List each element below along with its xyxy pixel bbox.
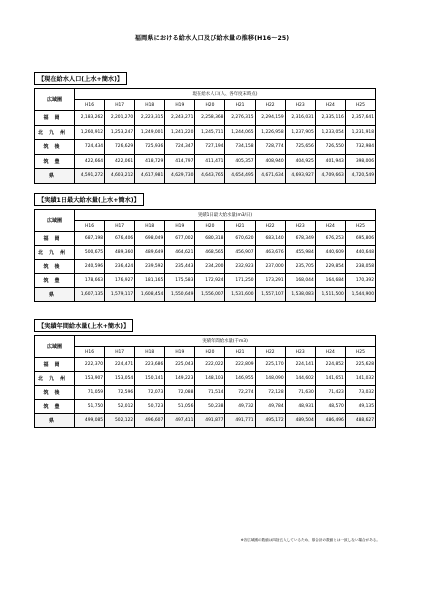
value-cell: 489,649 xyxy=(135,246,165,260)
year-header: H21 xyxy=(225,221,255,232)
region-cell: 北九州 xyxy=(35,372,75,386)
section-label: 【実績年間給水量(上水+簡水)】 xyxy=(34,319,133,332)
year-header: H25 xyxy=(345,347,375,358)
value-cell: 1,538,083 xyxy=(285,288,315,302)
value-cell: 171,250 xyxy=(225,274,255,288)
value-cell: 1,531,600 xyxy=(225,288,255,302)
year-header: H25 xyxy=(345,221,375,232)
year-header: H22 xyxy=(255,100,285,111)
value-cell: 1,244,065 xyxy=(225,125,255,140)
value-cell: 50,723 xyxy=(135,400,165,414)
value-cell: 224,852 xyxy=(315,358,345,372)
year-header: H24 xyxy=(315,221,345,232)
value-cell: 237,000 xyxy=(255,260,285,274)
value-cell: 725,656 xyxy=(285,140,315,155)
year-header: H16 xyxy=(75,221,105,232)
value-cell: 168,044 xyxy=(285,274,315,288)
value-cell: 414,797 xyxy=(165,154,195,169)
value-cell: 235,443 xyxy=(165,260,195,274)
value-cell: 71,514 xyxy=(195,386,225,400)
value-cell: 153,054 xyxy=(105,372,135,386)
year-header: H17 xyxy=(105,347,135,358)
value-cell: 1,607,135 xyxy=(75,288,105,302)
value-cell: 1,556,007 xyxy=(195,288,225,302)
value-cell: 404,925 xyxy=(285,154,315,169)
value-cell: 4,591,272 xyxy=(75,169,105,184)
value-cell: 2,294,159 xyxy=(255,111,285,126)
unit-label: 現在給水人口(人、各年度末時点) xyxy=(75,89,376,100)
year-header: H16 xyxy=(75,100,105,111)
value-cell: 240,596 xyxy=(75,260,105,274)
value-cell: 229,854 xyxy=(315,260,345,274)
table-row xyxy=(35,386,376,400)
year-header: H23 xyxy=(285,347,315,358)
unit-label: 実績年間給水量(千m3) xyxy=(75,336,376,347)
value-cell: 468,565 xyxy=(195,246,225,260)
value-cell: 239,592 xyxy=(135,260,165,274)
value-cell: 236,424 xyxy=(105,260,135,274)
value-cell: 732,984 xyxy=(345,140,375,155)
value-cell: 440,609 xyxy=(315,246,345,260)
value-cell: 181,165 xyxy=(135,274,165,288)
value-cell: 224,471 xyxy=(105,358,135,372)
value-cell: 1,226,958 xyxy=(255,125,285,140)
value-cell: 225,170 xyxy=(255,358,285,372)
value-cell: 176,927 xyxy=(105,274,135,288)
value-cell: 486,496 xyxy=(315,414,345,428)
value-cell: 408,940 xyxy=(255,154,285,169)
value-cell: 173,291 xyxy=(255,274,285,288)
value-cell: 455,984 xyxy=(285,246,315,260)
table-row xyxy=(35,288,376,302)
value-cell: 495,172 xyxy=(255,414,285,428)
value-cell: 4,720,549 xyxy=(345,169,375,184)
value-cell: 225,043 xyxy=(165,358,195,372)
value-cell: 4,709,663 xyxy=(315,169,345,184)
value-cell: 52,012 xyxy=(105,400,135,414)
value-cell: 676,406 xyxy=(105,232,135,246)
value-cell: 440,648 xyxy=(345,246,375,260)
value-cell: 491,771 xyxy=(225,414,255,428)
region-cell: 福岡 xyxy=(35,358,75,372)
year-header: H20 xyxy=(195,221,225,232)
value-cell: 728,774 xyxy=(255,140,285,155)
value-cell: 2,258,368 xyxy=(195,111,225,126)
value-cell: 422,061 xyxy=(105,154,135,169)
value-cell: 422,664 xyxy=(75,154,105,169)
year-header: H17 xyxy=(105,221,135,232)
table-row xyxy=(35,169,376,184)
section-max-daily xyxy=(34,187,376,302)
value-cell: 734,158 xyxy=(225,140,255,155)
value-cell: 1,237,905 xyxy=(285,125,315,140)
corner-cell: 広域圏 xyxy=(35,336,75,358)
year-header: H19 xyxy=(165,347,195,358)
section-annual xyxy=(34,313,376,428)
table-row xyxy=(35,358,376,372)
value-cell: 1,249,001 xyxy=(135,125,165,140)
value-cell: 677,002 xyxy=(165,232,195,246)
header-unit-row xyxy=(35,336,376,347)
value-cell: 1,557,107 xyxy=(255,288,285,302)
value-cell: 496,607 xyxy=(135,414,165,428)
value-cell: 405,357 xyxy=(225,154,255,169)
unit-label: 実績1日最大給水量(m3/日) xyxy=(75,210,376,221)
value-cell: 687,198 xyxy=(75,232,105,246)
annual-table xyxy=(34,335,376,428)
value-cell: 72,274 xyxy=(225,386,255,400)
value-cell: 222,809 xyxy=(225,358,255,372)
value-cell: 4,693,927 xyxy=(285,169,315,184)
value-cell: 2,223,315 xyxy=(135,111,165,126)
value-cell: 2,357,641 xyxy=(345,111,375,126)
value-cell: 726,550 xyxy=(315,140,345,155)
value-cell: 51,750 xyxy=(75,400,105,414)
region-cell: 筑豊 xyxy=(35,154,75,169)
value-cell: 680,318 xyxy=(195,232,225,246)
year-header: H24 xyxy=(315,100,345,111)
value-cell: 1,241,220 xyxy=(165,125,195,140)
year-header: H22 xyxy=(255,221,285,232)
header-year-row xyxy=(35,221,376,232)
year-header: H18 xyxy=(135,221,165,232)
region-cell: 筑豊 xyxy=(35,400,75,414)
value-cell: 148,103 xyxy=(195,372,225,386)
value-cell: 2,243,271 xyxy=(165,111,195,126)
value-cell: 497,411 xyxy=(165,414,195,428)
value-cell: 456,907 xyxy=(225,246,255,260)
value-cell: 153,907 xyxy=(75,372,105,386)
corner-cell: 広域圏 xyxy=(35,89,75,111)
region-cell: 県 xyxy=(35,169,75,184)
year-header: H19 xyxy=(165,100,195,111)
header-unit-row xyxy=(35,89,376,100)
value-cell: 148,090 xyxy=(255,372,285,386)
value-cell: 2,183,262 xyxy=(75,111,105,126)
section-label: 【現在給水人口(上水+簡水)】 xyxy=(34,72,127,85)
region-cell: 北九州 xyxy=(35,125,75,140)
value-cell: 499,085 xyxy=(75,414,105,428)
population-table xyxy=(34,88,376,184)
year-header: H25 xyxy=(345,100,375,111)
value-cell: 727,194 xyxy=(195,140,225,155)
region-cell: 福岡 xyxy=(35,111,75,126)
value-cell: 4,629,730 xyxy=(165,169,195,184)
region-cell: 福岡 xyxy=(35,232,75,246)
year-header: H18 xyxy=(135,100,165,111)
value-cell: 683,140 xyxy=(255,232,285,246)
year-header: H17 xyxy=(105,100,135,111)
value-cell: 49,784 xyxy=(255,400,285,414)
value-cell: 463,676 xyxy=(255,246,285,260)
table-row xyxy=(35,246,376,260)
value-cell: 71,423 xyxy=(315,386,345,400)
value-cell: 401,943 xyxy=(315,154,345,169)
year-header: H23 xyxy=(285,100,315,111)
year-header: H23 xyxy=(285,221,315,232)
page-title: 福岡県における給水人口及び給水量の推移(H16〜25) xyxy=(134,35,290,42)
year-header: H21 xyxy=(225,347,255,358)
region-cell: 北九州 xyxy=(35,246,75,260)
value-cell: 2,316,031 xyxy=(285,111,315,126)
value-cell: 1,550,649 xyxy=(165,288,195,302)
table-row xyxy=(35,372,376,386)
table-row xyxy=(35,260,376,274)
value-cell: 73,032 xyxy=(345,386,375,400)
value-cell: 150,141 xyxy=(135,372,165,386)
value-cell: 724,347 xyxy=(165,140,195,155)
value-cell: 71,630 xyxy=(285,386,315,400)
value-cell: 1,233,054 xyxy=(315,125,345,140)
value-cell: 71,059 xyxy=(75,386,105,400)
value-cell: 172,924 xyxy=(195,274,225,288)
value-cell: 2,276,315 xyxy=(225,111,255,126)
value-cell: 489,360 xyxy=(105,246,135,260)
value-cell: 1,544,900 xyxy=(345,288,375,302)
corner-cell: 広域圏 xyxy=(35,210,75,232)
value-cell: 698,049 xyxy=(135,232,165,246)
value-cell: 489,504 xyxy=(285,414,315,428)
value-cell: 141,032 xyxy=(345,372,375,386)
region-cell: 筑後 xyxy=(35,386,75,400)
value-cell: 49,135 xyxy=(345,400,375,414)
value-cell: 49,732 xyxy=(225,400,255,414)
year-header: H21 xyxy=(225,100,255,111)
year-header: H18 xyxy=(135,347,165,358)
value-cell: 670,620 xyxy=(225,232,255,246)
value-cell: 695,806 xyxy=(345,232,375,246)
section-label: 【実績1日最大給水量(上水+簡水)】 xyxy=(34,193,144,206)
table-row xyxy=(35,140,376,155)
table-row xyxy=(35,154,376,169)
value-cell: 72,596 xyxy=(105,386,135,400)
value-cell: 1,511,500 xyxy=(315,288,345,302)
value-cell: 50,238 xyxy=(195,400,225,414)
value-cell: 411,471 xyxy=(195,154,225,169)
value-cell: 464,621 xyxy=(165,246,195,260)
region-cell: 筑後 xyxy=(35,140,75,155)
region-cell: 県 xyxy=(35,288,75,302)
value-cell: 141,651 xyxy=(315,372,345,386)
value-cell: 4,643,765 xyxy=(195,169,225,184)
header-year-row xyxy=(35,100,376,111)
year-header: H16 xyxy=(75,347,105,358)
value-cell: 164,684 xyxy=(315,274,345,288)
value-cell: 676,253 xyxy=(315,232,345,246)
section-population xyxy=(34,66,376,184)
value-cell: 4,603,212 xyxy=(105,169,135,184)
value-cell: 175,583 xyxy=(165,274,195,288)
value-cell: 225,628 xyxy=(345,358,375,372)
header-unit-row xyxy=(35,210,376,221)
region-cell: 筑後 xyxy=(35,260,75,274)
value-cell: 51,056 xyxy=(165,400,195,414)
value-cell: 491,877 xyxy=(195,414,225,428)
value-cell: 2,201,270 xyxy=(105,111,135,126)
value-cell: 1,231,918 xyxy=(345,125,375,140)
header-year-row xyxy=(35,347,376,358)
value-cell: 170,392 xyxy=(345,274,375,288)
value-cell: 232,923 xyxy=(225,260,255,274)
value-cell: 724,434 xyxy=(75,140,105,155)
value-cell: 72,128 xyxy=(255,386,285,400)
value-cell: 72,073 xyxy=(135,386,165,400)
value-cell: 726,629 xyxy=(105,140,135,155)
value-cell: 222,370 xyxy=(75,358,105,372)
table-row xyxy=(35,125,376,140)
value-cell: 222,022 xyxy=(195,358,225,372)
value-cell: 72,088 xyxy=(165,386,195,400)
year-header: H20 xyxy=(195,347,225,358)
value-cell: 149,223 xyxy=(165,372,195,386)
value-cell: 146,955 xyxy=(225,372,255,386)
table-row xyxy=(35,400,376,414)
value-cell: 1,245,711 xyxy=(195,125,225,140)
value-cell: 500,675 xyxy=(75,246,105,260)
value-cell: 238,058 xyxy=(345,260,375,274)
value-cell: 2,335,116 xyxy=(315,111,345,126)
value-cell: 1,253,247 xyxy=(105,125,135,140)
table-row xyxy=(35,232,376,246)
year-header: H20 xyxy=(195,100,225,111)
table-row xyxy=(35,111,376,126)
year-header: H19 xyxy=(165,221,195,232)
value-cell: 398,006 xyxy=(345,154,375,169)
value-cell: 502,122 xyxy=(105,414,135,428)
value-cell: 678,349 xyxy=(285,232,315,246)
value-cell: 234,200 xyxy=(195,260,225,274)
year-header: H24 xyxy=(315,347,345,358)
value-cell: 4,671,634 xyxy=(255,169,285,184)
region-cell: 筑豊 xyxy=(35,274,75,288)
footnote: ※各広域圏の数値は四捨五入しているため、県合計の数値とは一致しない場合がある。 xyxy=(240,538,380,542)
value-cell: 418,729 xyxy=(135,154,165,169)
table-row xyxy=(35,274,376,288)
value-cell: 178,663 xyxy=(75,274,105,288)
value-cell: 4,617,981 xyxy=(135,169,165,184)
value-cell: 224,141 xyxy=(285,358,315,372)
max-daily-table xyxy=(34,209,376,302)
value-cell: 4,654,495 xyxy=(225,169,255,184)
value-cell: 48,931 xyxy=(285,400,315,414)
value-cell: 235,705 xyxy=(285,260,315,274)
value-cell: 725,936 xyxy=(135,140,165,155)
value-cell: 223,686 xyxy=(135,358,165,372)
value-cell: 1,608,454 xyxy=(135,288,165,302)
value-cell: 488,627 xyxy=(345,414,375,428)
value-cell: 1,260,912 xyxy=(75,125,105,140)
value-cell: 48,570 xyxy=(315,400,345,414)
table-row xyxy=(35,414,376,428)
year-header: H22 xyxy=(255,347,285,358)
region-cell: 県 xyxy=(35,414,75,428)
value-cell: 1,579,117 xyxy=(105,288,135,302)
value-cell: 144,602 xyxy=(285,372,315,386)
